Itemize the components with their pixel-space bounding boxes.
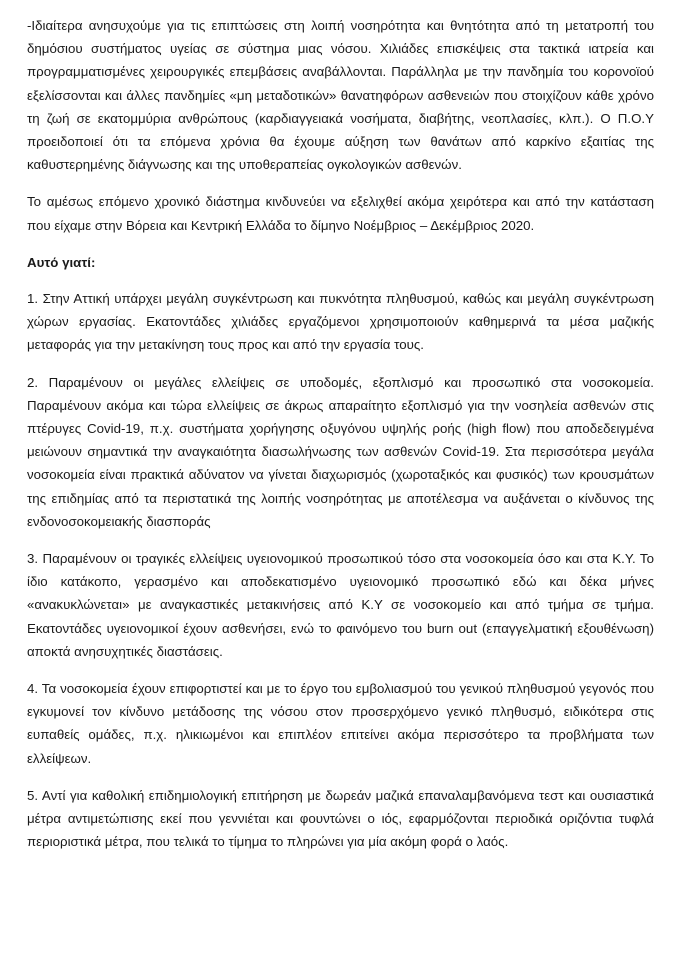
intro-paragraph-2: Το αμέσως επόμενο χρονικό διάστημα κινδυνεύει να εξελιχθεί ακόμα χειρότερα και από την κατάσταση που είχαμε στην Βόρεια και Κεντρική Ελλάδα το δίμηνο Νοέμβριος – Δεκέμβριος 2020. <box>27 194 654 233</box>
point-2: 2. Παραμένουν οι μεγάλες ελλείψεις σε υποδομές, εξοπλισμό και προσωπικό στα νοσοκομεία. Παραμένουν ακόμα και τώρα ελλείψεις σε άκρως απαραίτητο εξοπλισμό για την νοσηλεία ασθενών στις πτέρυγες Covid-19, π.χ. συστήματα χορήγησης οξυγόνου υψηλής ροής (high flow) που αποδεδειγμένα μειώνουν σημαντικά την αναγκαιότητα διασωλήνωσης των ασθενών Covid-19. Στα περισσότερα μεγάλα νοσοκομεία είναι πρακτικά αδύνατον να γίνεται διαχωρισμός (χωροταξικός και φυσικός) των κρουσμάτων της επιδημίας από τα περιστατικά της λοιπής νοσηρότητας με αποτέλεσμα να αυξάνεται ο κίνδυνος της ενδονοσοκομειακής διασποράς <box>27 374 654 529</box>
intro-paragraph-1: -Ιδιαίτερα ανησυχούμε για τις επιπτώσεις στη λοιπή νοσηρότητα και θνητότητα από τη μετατροπή του δημόσιου συστήματος υγείας σε σύστημα μιας νόσου. Χιλιάδες επισκέψεις στα τακτικά ιατρεία και προγραμματισμένες χειρουργικές επεμβάσεις αναβάλλονται. Παράλληλα με την πανδημία του κορονοϊού εξελίσσονται και άλλες πανδημίες «μη μεταδοτικών» θανατηφόρων ασθενειών που στοιχίζουν κάθε χρόνο τη ζωή σε εκατομμύρια ανθρώπους (καρδιαγγειακά νοσήματα, διαβήτης, νεοπλασίες, κλπ.). Ο Π.Ο.Υ προειδοποιεί ότι τα επόμενα χρόνια θα έχουμε αύξηση των θανάτων από καρκίνο εξαιτίας της καθυστερημένης διάγνωσης και της υποθεραπείας ογκολογικών ασθενών. <box>27 18 654 173</box>
section-heading: Αυτό γιατί: <box>27 254 96 270</box>
point-5: 5. Αντί για καθολική επιδημιολογική επιτήρηση με δωρεάν μαζικά επαναλαμβανόμενα τεστ και ουσιαστικά μέτρα αντιμετώπισης εκεί που γεννιέται και φουντώνει ο ιός, εφαρμόζονται περιοδικά οριζόντια τυφλά περιοριστικά μέτρα, που τελικά το τίμημα το πληρώνει για μία ακόμη φορά ο λαός. <box>27 787 654 850</box>
point-3: 3. Παραμένουν οι τραγικές ελλείψεις υγειονομικού προσωπικού τόσο στα νοσοκομεία όσο και στα Κ.Υ. Το ίδιο κατάκοπο, γερασμένο και αποδεκατισμένο υγειονομικό προσωπικό εδώ και δέκα μήνες «ανακυκλώνεται» με αναγκαστικές μετακινήσεις από Κ.Υ σε νοσοκομείο και από τμήμα σε τμήμα. Εκατοντάδες υγειονομικοί έχουν ασθενήσει, ενώ το φαινόμενο του burn out (επαγγελματική εξουθένωση) αποκτά ανησυχητικές διαστάσεις. <box>27 551 654 659</box>
point-1: 1. Στην Αττική υπάρχει μεγάλη συγκέντρωση και πυκνότητα πληθυσμού, καθώς και μεγάλη συγκέντρωση χώρων εργασίας. Εκατοντάδες χιλιάδες εργαζόμενοι χρησιμοποιούν καθημερινά τα μέσα μαζικής μεταφοράς για την μετακίνηση τους προς και από την εργασία τους. <box>27 291 654 353</box>
point-4: 4. Τα νοσοκομεία έχουν επιφορτιστεί και με το έργο του εμβολιασμού του γενικού πληθυσμού γεγονός που εγκυμονεί τον κίνδυνο μετάδοσης της νόσου στον προσερχόμενο γενικό πληθυσμό, ειδικότερα στις ευπαθείς ομάδες, π.χ. ηλικιωμένοι και επιπλέον επιτείνει ακόμα περισσότερο τα προβλήματα των ελλείψεων. <box>27 681 654 766</box>
